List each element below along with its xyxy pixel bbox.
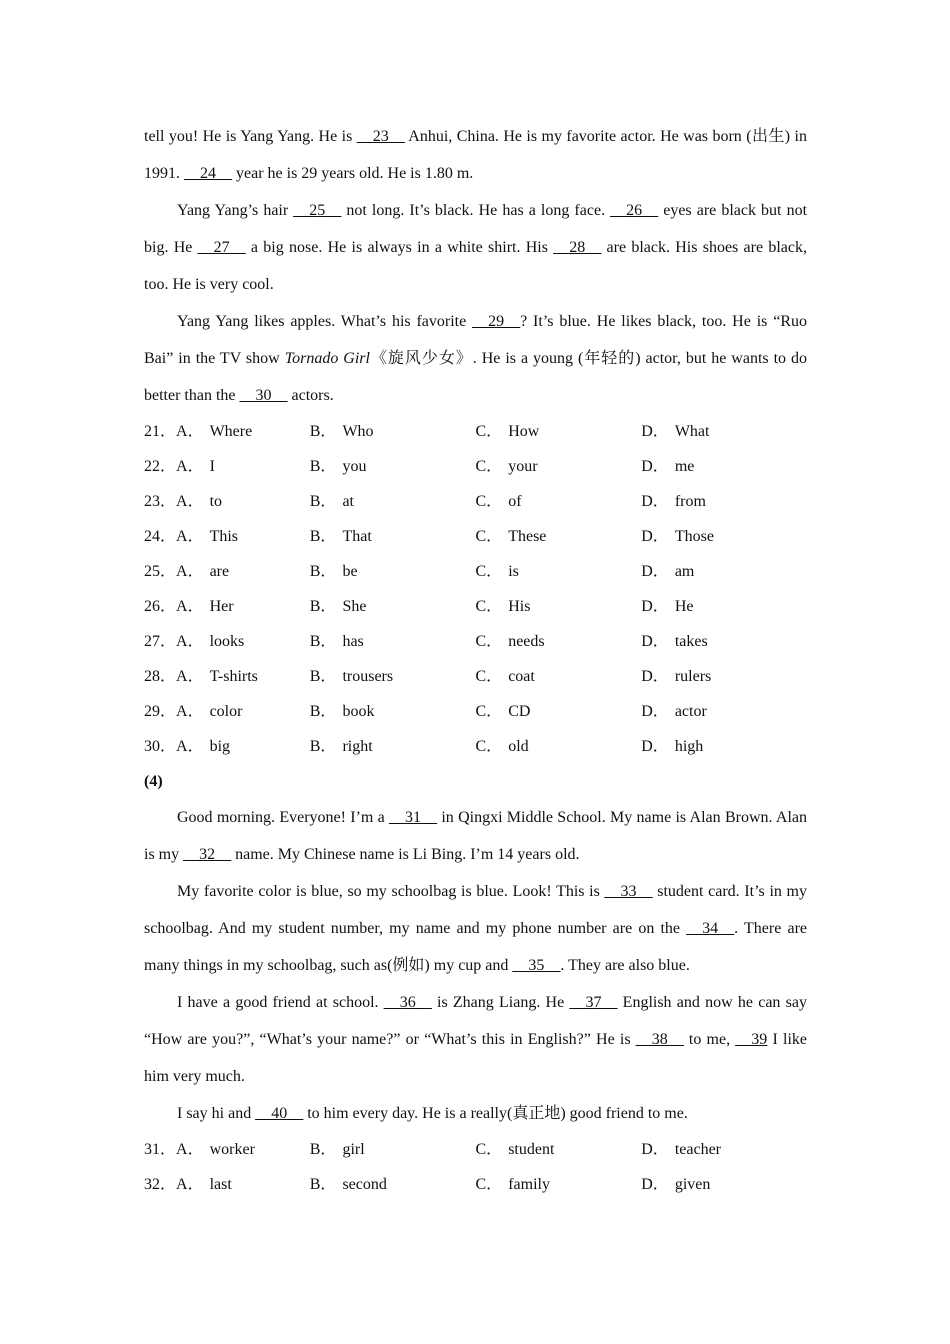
question-number: 24．	[144, 528, 177, 545]
option-c	[476, 659, 642, 694]
option-text: family	[508, 1176, 550, 1193]
option-text: is	[508, 563, 519, 580]
option-b	[310, 449, 476, 484]
option-d	[641, 729, 807, 764]
option-text: looks	[209, 633, 245, 650]
question-number: 26．	[144, 598, 177, 615]
option-letter: B．	[309, 423, 337, 440]
option-text: at	[342, 493, 354, 510]
option-letter: B．	[309, 493, 337, 510]
option-text: girl	[342, 1141, 365, 1158]
option-text: me	[674, 458, 695, 475]
answer-blank: __33__	[604, 883, 653, 900]
option-a	[144, 414, 310, 449]
option-text: Where	[209, 423, 253, 440]
option-text: worker	[209, 1141, 255, 1158]
option-a	[144, 589, 310, 624]
option-b	[310, 484, 476, 519]
option-b	[310, 694, 476, 729]
option-text: This	[209, 528, 239, 545]
question-number: 31．	[144, 1141, 177, 1158]
option-text: right	[342, 738, 373, 755]
option-letter: A．	[176, 528, 204, 545]
option-text: old	[508, 738, 529, 755]
option-b	[310, 554, 476, 589]
option-text: His	[508, 598, 531, 615]
option-b	[310, 659, 476, 694]
passage4-paragraph-2: My favorite color is blue, so my schoolbag is blue. Look! This is __33__ student card. It’s in my schoolbag. And my student number, my name and my phone number are on the __34__. There are many things in my schoolbag, such as(例如) my cup and __35__. They are also blue.	[144, 883, 808, 974]
option-text: high	[674, 738, 704, 755]
option-c	[476, 414, 642, 449]
question-list-31-32	[144, 1132, 807, 1202]
passage3-paragraph-1: tell you! He is Yang Yang. He is __23__ Anhui, China. He is my favorite actor. He was born (出生) in 1991. __24__ year he is 29 years old. He is 1.80 m.	[144, 128, 807, 182]
option-letter: D．	[641, 668, 669, 685]
option-text: What	[674, 423, 710, 440]
option-letter: D．	[641, 1176, 669, 1193]
option-letter: C．	[475, 493, 503, 510]
option-text: She	[342, 598, 367, 615]
option-letter: A．	[176, 493, 204, 510]
option-c	[476, 624, 642, 659]
option-letter: D．	[641, 528, 669, 545]
option-text: takes	[674, 633, 708, 650]
option-c	[476, 1132, 642, 1167]
option-text: needs	[508, 633, 545, 650]
answer-blank: __31__	[389, 809, 438, 826]
option-letter: D．	[641, 423, 669, 440]
answer-blank: __29__	[472, 313, 521, 330]
passage4-paragraph-4: I say hi and __40__ to him every day. He is a really(真正地) good friend to me.	[177, 1105, 688, 1122]
option-d	[641, 589, 807, 624]
option-letter: B．	[309, 528, 337, 545]
option-letter: D．	[641, 493, 669, 510]
question-number: 27．	[144, 633, 177, 650]
option-a	[144, 554, 310, 589]
question-row	[144, 414, 807, 449]
option-c	[476, 554, 642, 589]
option-letter: D．	[641, 598, 669, 615]
option-letter: D．	[641, 633, 669, 650]
answer-blank: __32__	[183, 846, 232, 863]
option-text: He	[674, 598, 694, 615]
answer-blank: __30__	[239, 387, 288, 404]
option-text: That	[342, 528, 372, 545]
section-heading-4: (4)	[144, 773, 163, 790]
option-d	[641, 519, 807, 554]
option-b	[310, 1167, 476, 1202]
answer-blank: __28__	[553, 239, 602, 256]
question-row	[144, 729, 807, 764]
option-letter: C．	[475, 423, 503, 440]
question-number: 23．	[144, 493, 177, 510]
option-letter: C．	[475, 1141, 503, 1158]
option-text: I	[209, 458, 215, 475]
option-letter: A．	[176, 458, 204, 475]
question-row	[144, 519, 807, 554]
option-letter: B．	[309, 1176, 337, 1193]
option-b	[310, 414, 476, 449]
option-text: student	[508, 1141, 555, 1158]
option-d	[641, 659, 807, 694]
option-text: Her	[209, 598, 234, 615]
answer-blank: __25__	[293, 202, 342, 219]
answer-blank: __27__	[197, 239, 246, 256]
option-letter: D．	[641, 1141, 669, 1158]
question-row	[144, 1167, 807, 1202]
option-d	[641, 414, 807, 449]
option-c	[476, 1167, 642, 1202]
option-letter: B．	[309, 738, 337, 755]
option-a	[144, 659, 310, 694]
option-text: your	[508, 458, 538, 475]
option-a	[144, 449, 310, 484]
option-letter: C．	[475, 563, 503, 580]
option-c	[476, 449, 642, 484]
question-number: 21．	[144, 423, 177, 440]
question-number: 25．	[144, 563, 177, 580]
option-c	[476, 519, 642, 554]
option-text: T-shirts	[209, 668, 258, 685]
option-letter: A．	[176, 633, 204, 650]
option-letter: D．	[641, 703, 669, 720]
question-number: 28．	[144, 668, 177, 685]
option-d	[641, 1132, 807, 1167]
option-b	[310, 589, 476, 624]
show-title: Tornado Girl	[284, 350, 370, 367]
option-text: of	[508, 493, 522, 510]
option-text: How	[508, 423, 540, 440]
answer-blank: __38__	[635, 1031, 684, 1048]
option-a	[144, 519, 310, 554]
option-letter: A．	[176, 1141, 204, 1158]
option-letter: B．	[309, 563, 337, 580]
option-c	[476, 484, 642, 519]
option-text: be	[342, 563, 358, 580]
option-letter: D．	[641, 563, 669, 580]
option-d	[641, 449, 807, 484]
option-text: am	[674, 563, 695, 580]
option-letter: C．	[475, 458, 503, 475]
answer-blank: __24__	[184, 165, 232, 182]
option-text: actor	[674, 703, 707, 720]
option-letter: A．	[176, 563, 204, 580]
option-d	[641, 554, 807, 589]
question-row	[144, 589, 807, 624]
option-letter: D．	[641, 738, 669, 755]
question-number: 32．	[144, 1176, 177, 1193]
option-letter: C．	[475, 738, 503, 755]
option-text: has	[342, 633, 364, 650]
question-row	[144, 449, 807, 484]
question-list-21-30	[144, 414, 807, 764]
option-letter: B．	[309, 703, 337, 720]
option-text: book	[342, 703, 375, 720]
option-text: CD	[508, 703, 531, 720]
document-page	[144, 118, 807, 1202]
option-letter: B．	[309, 633, 337, 650]
option-text: big	[209, 738, 231, 755]
answer-blank: __23__	[356, 128, 405, 145]
option-text: given	[674, 1176, 711, 1193]
option-letter: B．	[309, 598, 337, 615]
option-c	[476, 729, 642, 764]
option-text: rulers	[674, 668, 712, 685]
option-letter: D．	[641, 458, 669, 475]
option-letter: C．	[475, 598, 503, 615]
answer-blank: __26__	[610, 202, 659, 219]
option-letter: C．	[475, 528, 503, 545]
option-letter: A．	[176, 423, 204, 440]
question-row	[144, 659, 807, 694]
option-text: These	[508, 528, 547, 545]
option-a	[144, 1132, 310, 1167]
option-letter: B．	[309, 458, 337, 475]
option-d	[641, 1167, 807, 1202]
option-letter: B．	[309, 1141, 337, 1158]
question-row	[144, 554, 807, 589]
question-row	[144, 484, 807, 519]
option-letter: A．	[176, 668, 204, 685]
option-text: teacher	[674, 1141, 721, 1158]
option-a	[144, 729, 310, 764]
option-letter: A．	[176, 703, 204, 720]
option-letter: A．	[176, 598, 204, 615]
option-letter: C．	[475, 1176, 503, 1193]
option-text: Who	[342, 423, 374, 440]
answer-blank: __39	[735, 1031, 768, 1048]
option-letter: A．	[176, 1176, 204, 1193]
passage3-paragraph-2: Yang Yang’s hair __25__ not long. It’s black. He has a long face. __26__ eyes are black but not big. He __27__ a big nose. He is always in a white shirt. His __28__ are black. His shoes are black, too. He is very cool.	[144, 202, 808, 293]
question-row	[144, 624, 807, 659]
option-text: trousers	[342, 668, 394, 685]
option-letter: C．	[475, 633, 503, 650]
option-text: second	[342, 1176, 387, 1193]
option-b	[310, 624, 476, 659]
option-text: last	[209, 1176, 232, 1193]
option-b	[310, 1132, 476, 1167]
question-number: 30．	[144, 738, 177, 755]
question-row	[144, 1132, 807, 1167]
answer-blank: __35__	[512, 957, 561, 974]
answer-blank: __36__	[383, 994, 432, 1011]
question-number: 29．	[144, 703, 177, 720]
option-d	[641, 624, 807, 659]
option-a	[144, 694, 310, 729]
option-text: you	[342, 458, 367, 475]
option-b	[310, 519, 476, 554]
option-text: Those	[674, 528, 714, 545]
answer-blank: __37__	[569, 994, 618, 1011]
option-d	[641, 484, 807, 519]
option-a	[144, 624, 310, 659]
option-letter: A．	[176, 738, 204, 755]
option-c	[476, 694, 642, 729]
option-text: to	[209, 493, 223, 510]
answer-blank: __40__	[255, 1105, 304, 1122]
option-b	[310, 729, 476, 764]
option-letter: B．	[309, 668, 337, 685]
option-c	[476, 589, 642, 624]
option-text: coat	[508, 668, 535, 685]
passage3-paragraph-3: Yang Yang likes apples. What’s his favorite __29__? It’s blue. He likes black, too. He is “Ruo Bai” in the TV show Tornado Girl《旋风少女》. He is a young (年轻的) actor, but he wants to do better than the __30__ actors.	[144, 313, 808, 404]
option-letter: C．	[475, 668, 503, 685]
option-text: from	[674, 493, 706, 510]
question-number: 22．	[144, 458, 177, 475]
passage4-paragraph-1: Good morning. Everyone! I’m a __31__ in Qingxi Middle School. My name is Alan Brown. Alan is my __32__ name. My Chinese name is Li Bing. I’m 14 years old.	[144, 809, 808, 863]
option-letter: C．	[475, 703, 503, 720]
answer-blank: __34__	[686, 920, 735, 937]
option-a	[144, 484, 310, 519]
option-a	[144, 1167, 310, 1202]
option-text: color	[209, 703, 243, 720]
option-d	[641, 694, 807, 729]
option-text: are	[209, 563, 230, 580]
passage4-paragraph-3: I have a good friend at school. __36__ is Zhang Liang. He __37__ English and now he can say “How are you?”, “What’s your name?” or “What’s this in English?” He is __38__ to me, __39 I like him very much.	[144, 994, 807, 1085]
question-row	[144, 694, 807, 729]
